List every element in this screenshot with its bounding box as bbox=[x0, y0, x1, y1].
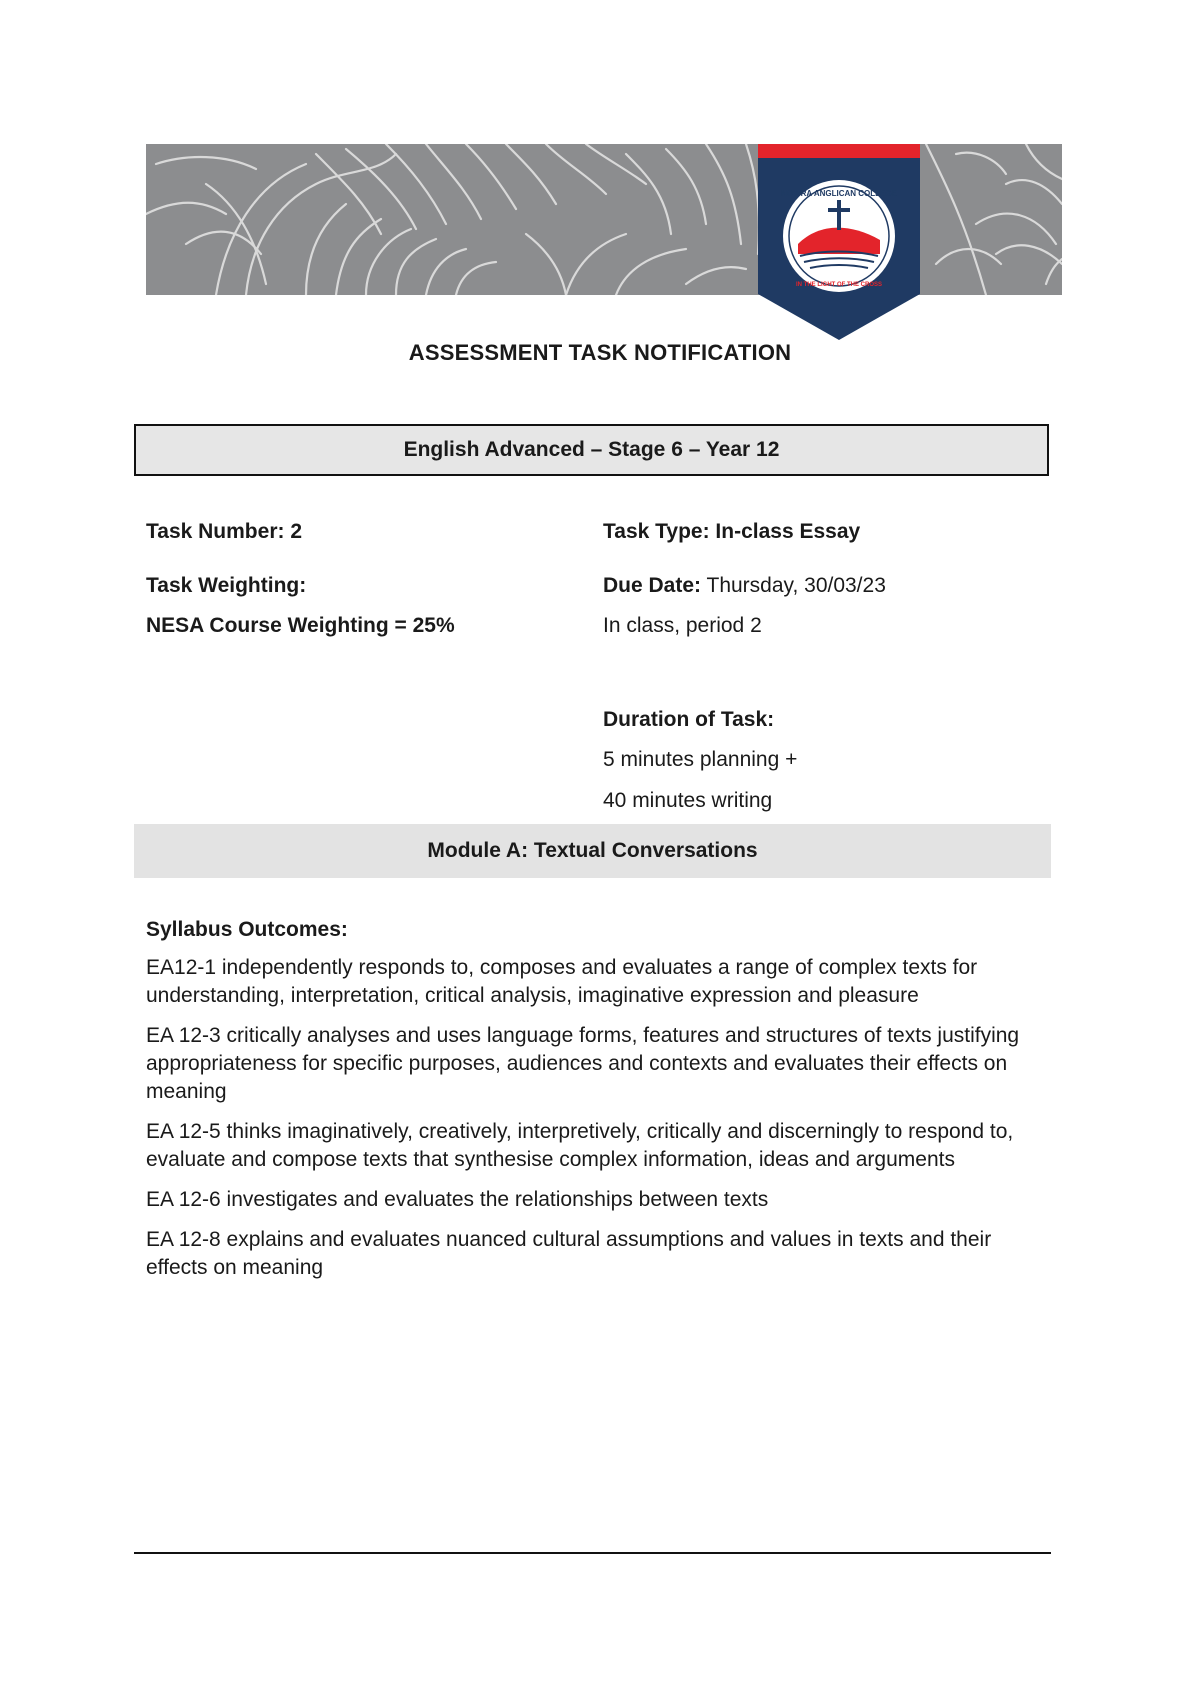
duration-label: Duration of Task: bbox=[603, 708, 775, 731]
module-label: Module A: Textual Conversations bbox=[427, 839, 758, 862]
floral-illustration bbox=[146, 144, 1062, 295]
due-date-label: Due Date: bbox=[603, 574, 702, 597]
outcomes-heading: Syllabus Outcomes: bbox=[146, 918, 348, 941]
outcome-item: EA 12-8 explains and evaluates nuanced cultural assumptions and values in texts and their effects on meaning bbox=[146, 1228, 992, 1279]
outcome-item: EA 12-3 critically analyses and uses language forms, features and structures of texts justifying appropriateness for specific purposes, audiences and contexts and evaluates their effects on meaning bbox=[146, 1024, 1020, 1103]
due-date-value: Thursday, 30/03/23 bbox=[701, 574, 886, 597]
module-heading bbox=[134, 824, 1051, 878]
task-number: Task Number: 2 bbox=[146, 520, 302, 543]
footer-divider bbox=[134, 1552, 1051, 1554]
duration-writing: 40 minutes writing bbox=[603, 789, 773, 812]
course-label: English Advanced – Stage 6 – Year 12 bbox=[403, 438, 780, 461]
crest-school-name: NOWRA ANGLICAN COLLEGE bbox=[781, 189, 897, 198]
nesa-weighting: NESA Course Weighting = 25% bbox=[146, 614, 455, 637]
syllabus-outcomes bbox=[146, 918, 1046, 1294]
task-weighting-label: Task Weighting: bbox=[146, 574, 307, 597]
course-heading bbox=[134, 424, 1049, 476]
header-banner bbox=[146, 144, 1062, 295]
due-date bbox=[603, 574, 886, 598]
due-location: In class, period 2 bbox=[603, 614, 762, 637]
outcome-item: EA 12-6 investigates and evaluates the relationships between texts bbox=[146, 1188, 769, 1211]
crest-motto: IN THE LIGHT OF THE CROSS bbox=[795, 282, 883, 288]
school-crest-logo bbox=[758, 144, 920, 340]
page-title: ASSESSMENT TASK NOTIFICATION bbox=[408, 340, 792, 365]
duration-planning: 5 minutes planning + bbox=[603, 748, 798, 771]
outcome-item: EA12-1 independently responds to, composes and evaluates a range of complex texts for understanding, interpretation, critical analysis, imaginative expression and pleasure bbox=[146, 956, 978, 1007]
task-type: Task Type: In-class Essay bbox=[603, 520, 861, 543]
outcome-item: EA 12-5 thinks imaginatively, creatively, interpretively, critically and discerningly to respond to, evaluate and compose texts that synthesise complex information, ideas and arguments bbox=[146, 1120, 1014, 1171]
